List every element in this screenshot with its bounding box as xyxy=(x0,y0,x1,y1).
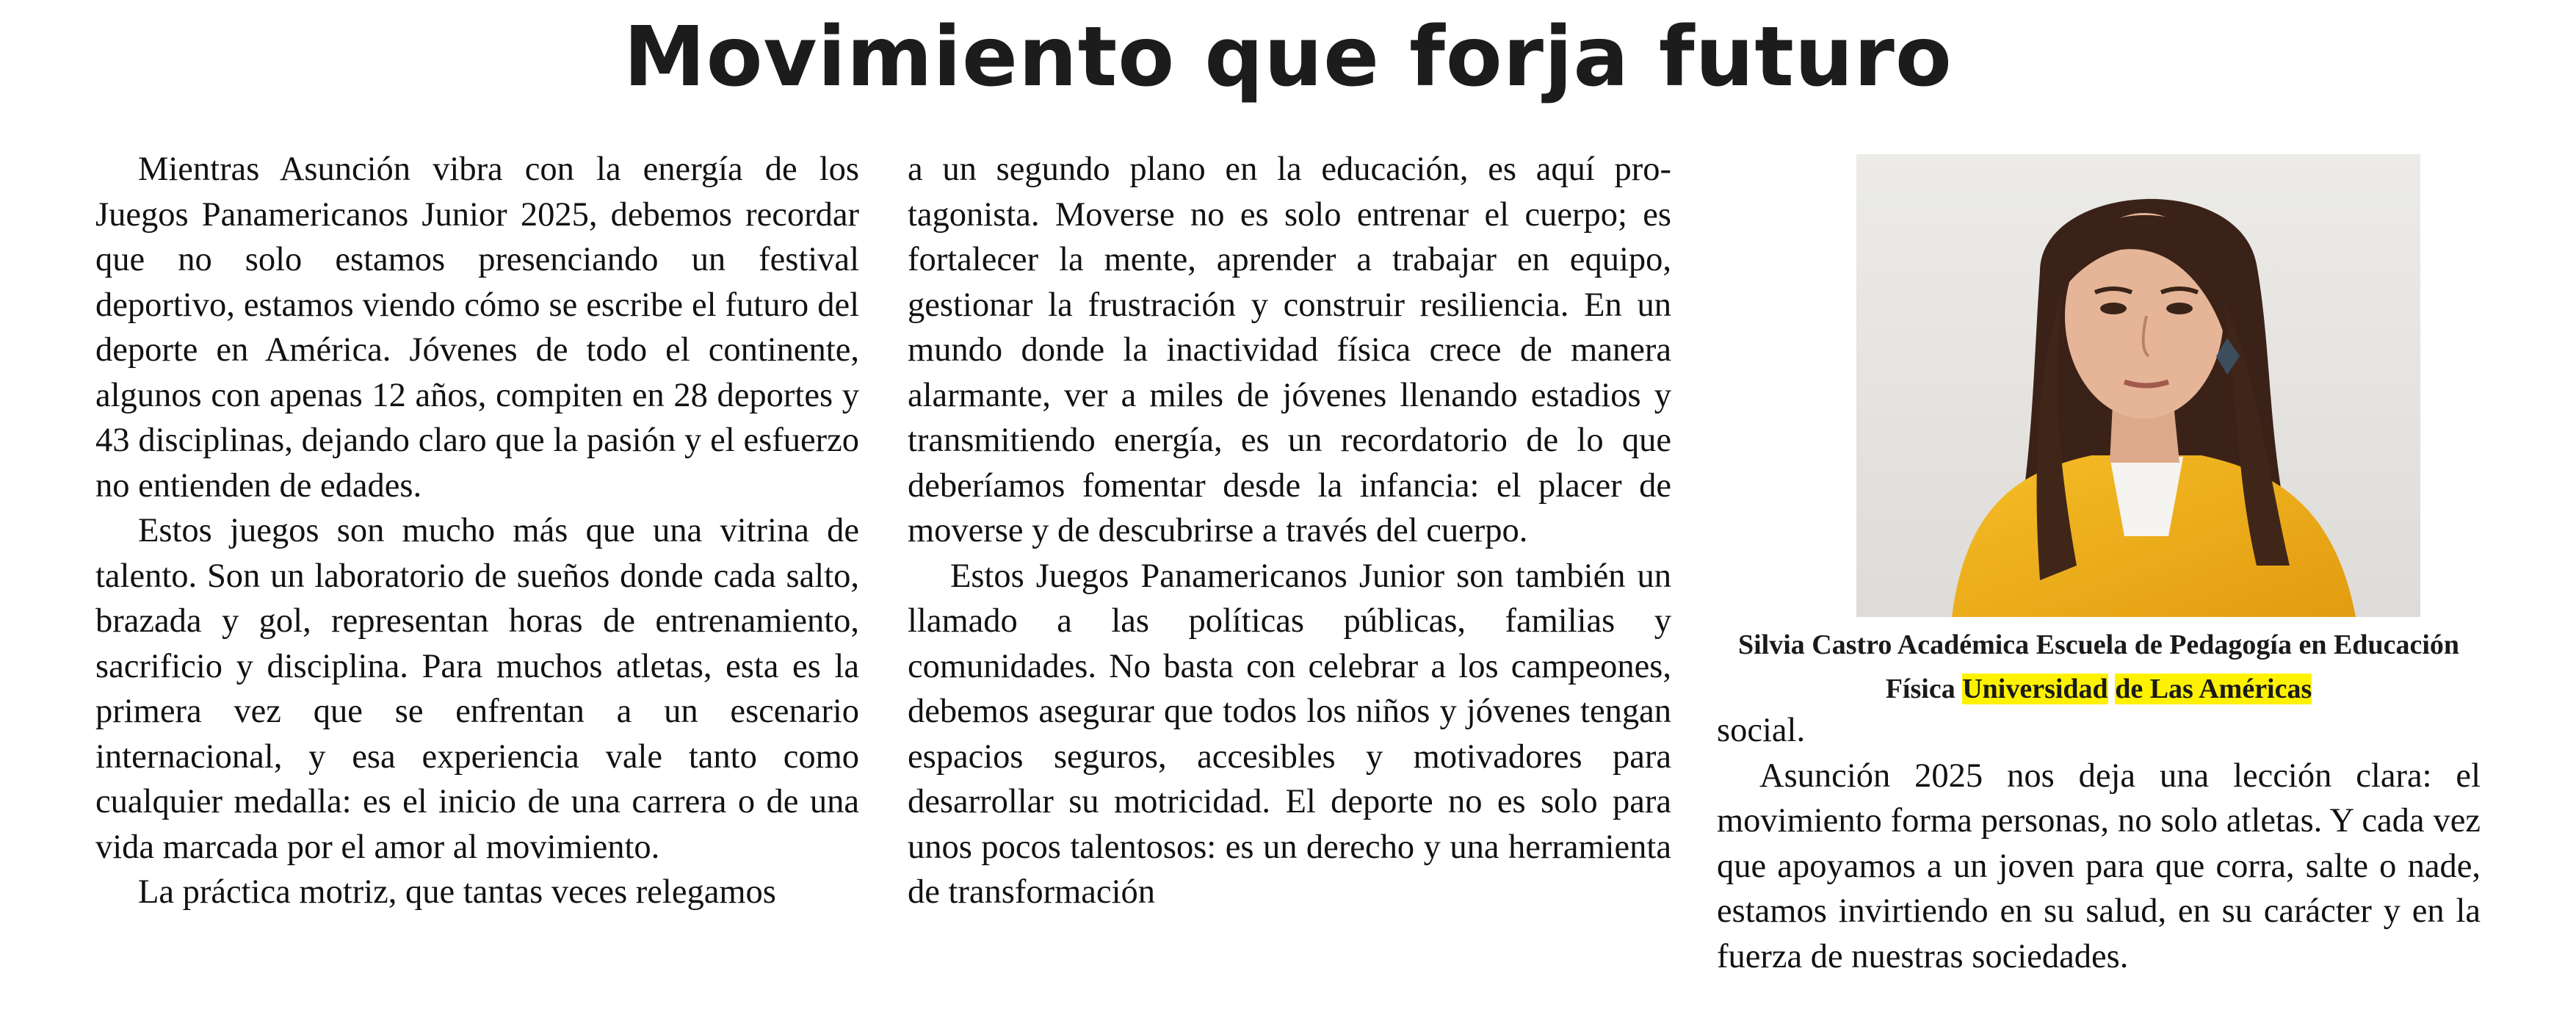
paragraph-continued: social. xyxy=(1717,712,1806,749)
paragraph: Estos juegos son mucho más que una vitrina de talento. Son un laboratorio de sueños donde cada salto, brazada y gol, representan horas de entrenamiento, sacrificio y disciplina. Para muchos atletas, esta es la primera vez que se enfrentan a un escenario internacional, y esa experiencia vale tanto como cualquier medalla: es el inicio de una carrera o de una vida marcada por el amor al movimiento. xyxy=(95,512,859,866)
article-headline: Movimiento que forja futuro xyxy=(623,10,1953,105)
author-portrait-image xyxy=(1856,154,2420,617)
paragraph-continued: a un segundo plano en la educación, es aquí protagonista. Moverse no es solo entrenar el cuerpo; es fortalecer la mente, aprender a trabajar en equipo, gestionar la frustración y construir resiliencia. En un mundo donde la inactividad física crece de manera alarmante, ver a miles de jóvenes llenando estadios y transmitiendo energía, es un recordatorio de lo que deberíamos fomentar desde la infancia: el placer de moverse y de descubrirse a través del cuerpo. xyxy=(908,151,1671,549)
paragraph: Asunción 2025 nos deja una lección clara: el movimiento forma personas, no solo atletas. Y cada vez que apoyamos a un joven para que corra, salte o nade, estamos invirtiendo en su salud, en su carácter y en la fuerza de nuestras sociedades. xyxy=(1717,757,2481,975)
paragraph: Estos Juegos Panamericanos Junior son también un llamado a las políticas públicas, familias y comunidades. No basta con celebrar a los campeones, debemos asegurar que todos los niños y jóvenes tengan espacios seguros, accesibles y motivadores para desarrollar su motricidad. El deporte no es solo para unos pocos talentosos: es un derecho y una herramienta de transformación xyxy=(908,557,1671,911)
article-column-2 xyxy=(908,147,1671,915)
caption-highlight-university: Universidad xyxy=(1962,674,2108,704)
caption-text: Silvia Castro Académica Escuela de Pedagogía en Educación Física xyxy=(1737,629,2460,704)
photo-caption xyxy=(1717,623,2481,711)
article-column-1 xyxy=(95,147,859,915)
author-photo xyxy=(1856,154,2420,617)
caption-highlight-americas: de Las Américas xyxy=(2115,674,2312,704)
article-column-3 xyxy=(1717,708,2481,979)
paragraph: La práctica motriz, que tantas veces relegamos xyxy=(138,873,776,911)
paragraph: Mientras Asunción vibra con la energía de los Juegos Panamericanos Junior 2025, debemos recordar que no solo estamos presenciando un festival deportivo, estamos viendo cómo se escribe el futuro del deporte en América. Jóvenes de todo el continente, algunos con apenas 12 años, compiten en 28 deportes y 43 disciplinas, dejando claro que la pasión y el esfuerzo no entienden de edades. xyxy=(95,151,859,505)
